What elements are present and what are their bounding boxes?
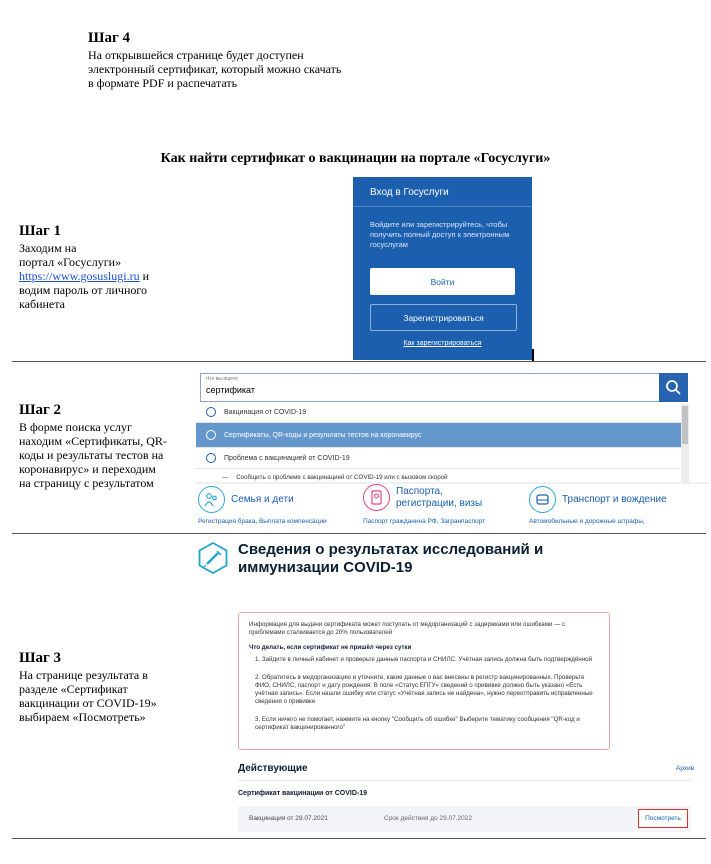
active-section-label: Действующие [238, 763, 308, 774]
radio-icon [206, 430, 216, 440]
search-option[interactable] [196, 402, 681, 423]
notice-box [238, 612, 610, 750]
register-button[interactable]: Зарегистрироваться [370, 304, 517, 331]
step2-title: Шаг 2 [19, 402, 62, 418]
step4-line: в формате PDF и распечатать [88, 76, 238, 90]
category-transport[interactable] [529, 486, 667, 513]
login-button[interactable]: Войти [370, 268, 515, 295]
notice-item: 1. Зайдите в личный кабинет и проверьте данные паспорта и СНИЛС. Учётная запись должна быть подтверждённой [255, 656, 593, 663]
step2-line: находим «Сертификаты, QR- [19, 434, 167, 448]
passport-icon [363, 484, 390, 511]
family-icon [198, 486, 225, 513]
step3-title: Шаг 3 [19, 650, 62, 666]
dropdown-scrollbar[interactable] [681, 404, 689, 483]
results-title: Сведения о результатах исследований и иммунизации COVID-19 [238, 541, 544, 576]
step2-line: на страницу с результатом [19, 476, 154, 490]
step4-title: Шаг 4 [88, 30, 131, 46]
step1-link-suffix: и [139, 269, 149, 283]
dash-icon: — [222, 473, 229, 481]
step2-line: коды и результаты тестов на [19, 448, 164, 462]
card-edge-mark [532, 349, 534, 361]
car-icon [529, 486, 556, 513]
step3-line: вакцинации от COVID-19» [19, 696, 157, 710]
step1-line: портал «Госуслуги» [19, 255, 122, 269]
notice-item: 3. Если ничего не помогает, нажмите на кнопку "Сообщить об ошибке" Выберите тематику сообщения "QR-код и сертификат вакцинированного" [255, 716, 580, 731]
search-option[interactable] [196, 448, 681, 469]
login-card-title: Вход в Госуслуги [370, 187, 449, 198]
search-option-label: Вакцинация от COVID-19 [224, 408, 307, 416]
step2-text [19, 420, 189, 490]
certificate-row [238, 806, 691, 832]
how-to-register-link[interactable]: Как зарегистрироваться [403, 340, 482, 347]
results-divider [238, 780, 691, 781]
syringe-icon [197, 542, 229, 574]
step3-text [19, 668, 194, 724]
category-passport[interactable] [363, 484, 506, 511]
step3-line: На странице результата в [19, 668, 148, 682]
category-sublabel[interactable]: Паспорт гражданина РФ, Загранпаспорт [363, 518, 486, 525]
step1-line: Заходим на [19, 241, 77, 255]
step1-line: кабинета [19, 297, 65, 311]
step4-text [88, 48, 341, 90]
category-family[interactable] [198, 486, 294, 513]
section-divider [12, 361, 706, 362]
step3-line: разделе «Сертификат [19, 682, 128, 696]
category-label: Семья и дети [231, 494, 294, 505]
category-label: Паспорта, регистрации, визы [396, 485, 483, 509]
step4-line: электронный сертификат, который можно скачать [88, 62, 342, 76]
login-card-description: Войдите или зарегистрируйтесь, чтобы получить полный доступ к электронным госуслугам [370, 220, 510, 249]
archive-link[interactable]: Архив [676, 765, 695, 772]
category-sublabel[interactable]: Регистрация брака, Выплата компенсации [198, 518, 327, 525]
notice-heading: Что делать, если сертификат не пришёл через сутки [249, 644, 412, 651]
step1-text [19, 241, 179, 311]
search-option-selected[interactable] [196, 423, 681, 448]
step3-line: выбираем «Посмотреть» [19, 710, 146, 724]
search-input[interactable] [200, 373, 660, 402]
radio-icon [206, 407, 216, 417]
search-option-label: Сообщить о проблеме с вакцинацией от COVID-19 или с вызовом скорой [236, 473, 448, 481]
step2-line: В форме поиска услуг [19, 420, 132, 434]
certificate-title: Сертификат вакцинации от COVID-19 [238, 790, 368, 797]
section-divider [12, 838, 706, 839]
category-sublabel[interactable]: Автомобильные и дорожные штрафы, [529, 518, 645, 525]
gosuslugi-login-card [353, 177, 532, 360]
certificate-validity: Срок действия до 29.07.2022 [384, 815, 472, 822]
search-option-label: Сертификаты, QR-коды и результаты тестов на коронавирус [224, 431, 422, 439]
radio-icon [206, 453, 216, 463]
category-label: Транспорт и вождение [562, 494, 667, 505]
step1-title: Шаг 1 [19, 223, 62, 239]
search-input-value: сертификат [206, 385, 255, 395]
notice-item: 2. Обратитесь в медорганизацию и уточните, какие данные о вас внесены в регистр вакцинированных. Проверьте ФИО, СНИЛС, паспорт и дату рождения. В поле «Статус ЕПГУ» сведений о прививке должно быть указано «Есть учётная запись». Если нашли ошибку или статус «Учётная запись не найдена», нужно переотправить исправленные сведения о прививке [255, 674, 593, 705]
search-option-label: Проблема с вакцинацией от COVID-19 [224, 454, 350, 462]
search-input-label: Что вы ищете [206, 376, 238, 382]
search-panel [195, 370, 710, 530]
step2-line: коронавирус» и переходим [19, 462, 156, 476]
notice-intro: Информация для выдачи сертификата может поступать от медорганизаций с задержками или ошибками — с проблемами сталкивается до 20% пользователей [249, 621, 566, 636]
step4-line: На открывшейся странице будет доступен [88, 48, 304, 62]
step1-line: водим пароль от личного [19, 283, 147, 297]
section-divider [12, 533, 706, 534]
search-icon [659, 373, 688, 402]
search-button[interactable] [659, 373, 688, 402]
page-heading: Как найти сертификат о вакцинации на портале «Госуслуги» [160, 151, 551, 166]
login-card-divider [353, 206, 532, 207]
view-certificate-button[interactable]: Посмотреть [638, 809, 688, 828]
vaccination-date: Вакцинация от 29.07.2021 [249, 815, 328, 822]
gosuslugi-link[interactable]: https://www.gosuslugi.ru [19, 269, 140, 283]
